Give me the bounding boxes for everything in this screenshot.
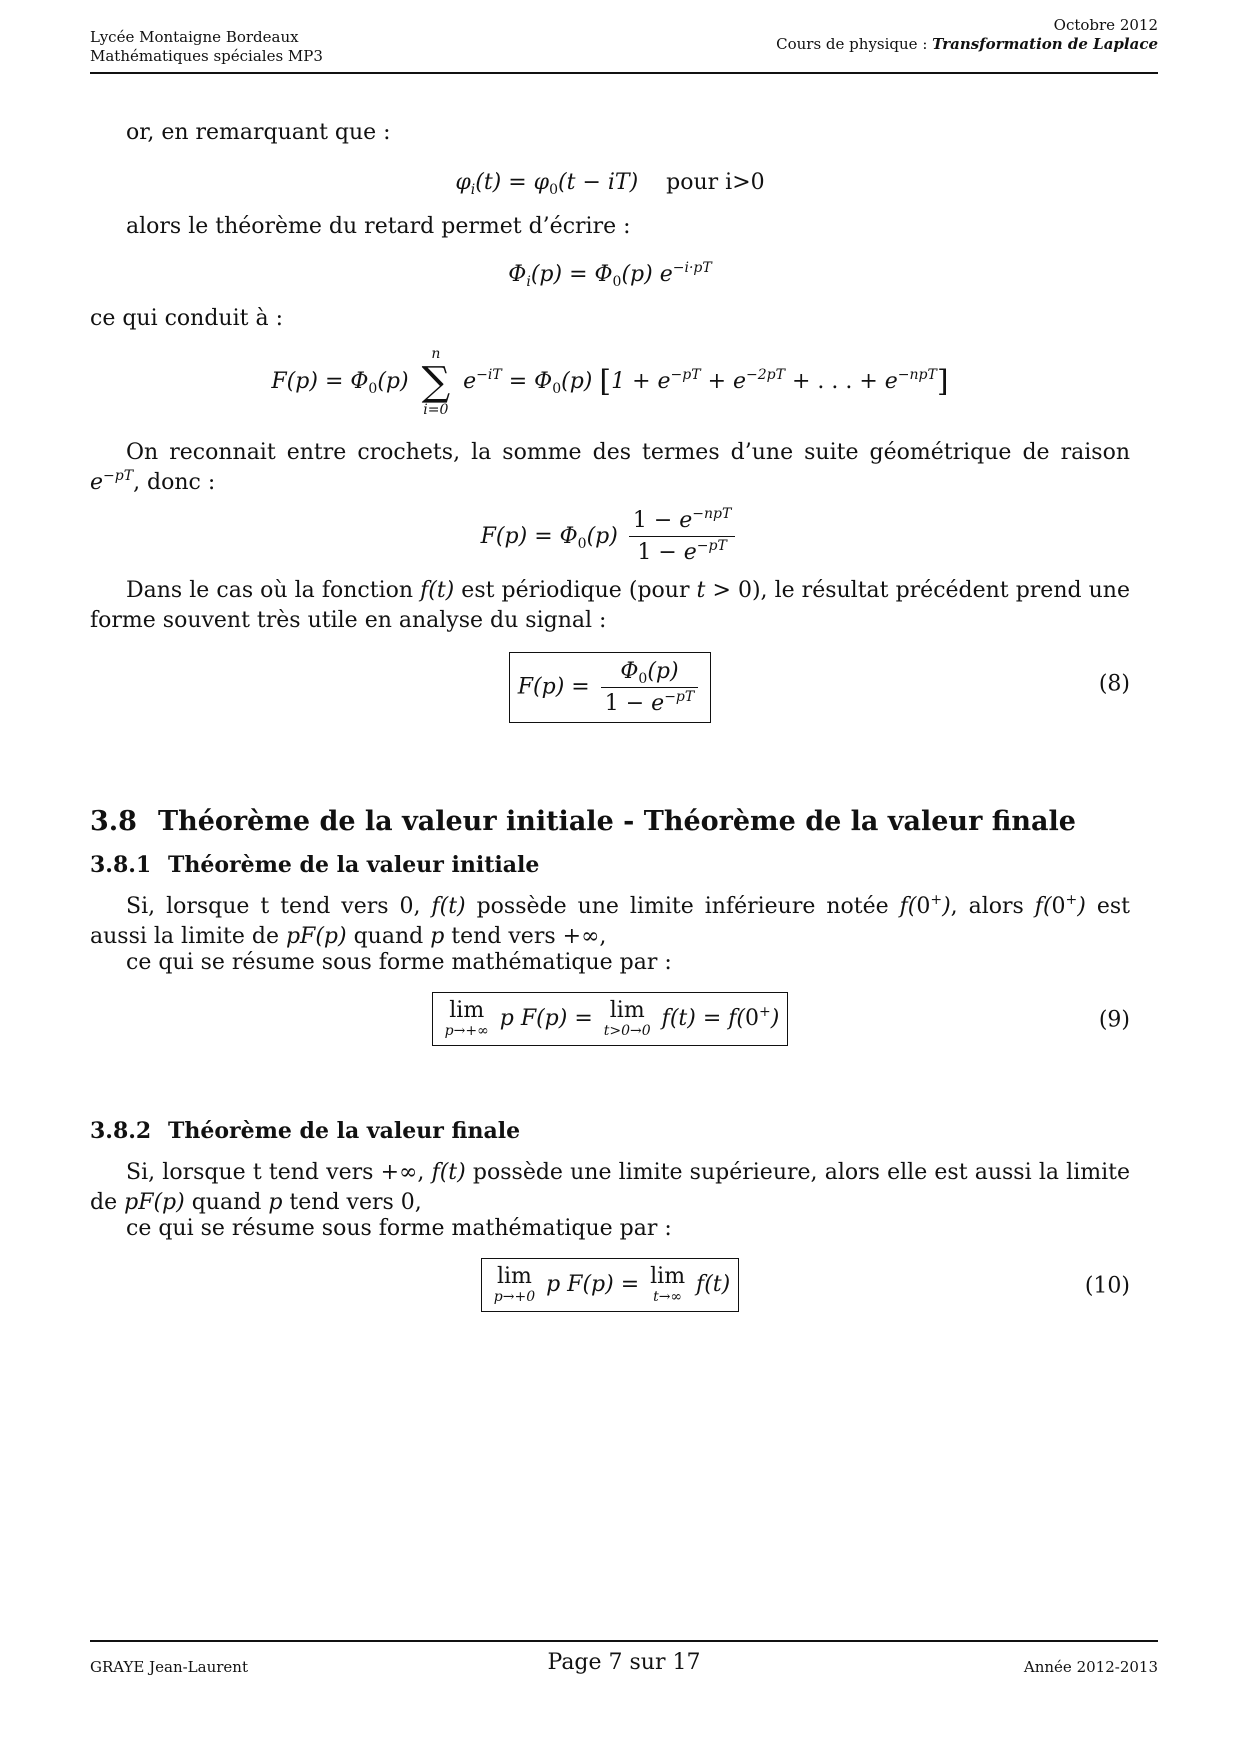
equation-phi-shift: $\varphi_i(t) = \varphi_0(t - iT)$ pour i>0 <box>455 170 765 198</box>
section-3-8-1-title: Théorème de la valeur initiale <box>168 852 540 878</box>
header-course-title: Transformation de Laplace <box>932 35 1158 53</box>
section-3-8-1-heading <box>90 852 539 878</box>
equation-9 <box>90 992 1130 1048</box>
footer-year: Année 2012-2013 <box>1023 1658 1158 1676</box>
equation-geometric-sum: $F(p) = \Phi_0(p)$ $\frac{1 - e^{-npT}}{1 - e^{-pT}}$ <box>90 508 1130 565</box>
paragraph-periodic-b: est périodique (pour <box>454 578 697 603</box>
section-3-8-2-title: Théorème de la valeur finale <box>168 1118 521 1144</box>
equation-8 <box>90 652 1130 716</box>
header-class: Mathématiques spéciales MP3 <box>90 47 323 65</box>
header-left <box>90 28 323 66</box>
paragraph-geometric-text-end: , donc : <box>133 470 216 495</box>
equation-8-box: F(p) = $\frac{\Phi_0(p)}{1 - e^{-pT}}$ <box>509 652 711 723</box>
initial-value-b: possède une limite inférieure notée <box>465 894 900 919</box>
header-course <box>776 35 1158 54</box>
final-value-b: possède une limite supérieure, alors elle est aussi la limite de <box>90 1160 1130 1215</box>
section-3-8-title: Théorème de la valeur initiale - Théorème de la valeur finale <box>158 806 1076 837</box>
fraction-geometric: $\frac{1 - e^{-npT}}{1 - e^{-pT}}$ <box>629 508 736 565</box>
section-3-8-2-heading <box>90 1118 520 1144</box>
header-school: Lycée Montaigne Bordeaux <box>90 28 299 46</box>
limit-t-zero: lim t>0→0 <box>603 998 651 1039</box>
paragraph-periodic: Dans le cas où la fonction f(t) est périodique (pour t > 0), le résultat précédent prend une forme souvent très utile en analyse du signal : <box>90 578 1130 633</box>
paragraph-initial-summary: ce qui se résume sous forme mathématique par : <box>126 950 672 975</box>
initial-value-c: , alors <box>950 894 1035 919</box>
paragraph-periodic-c: ), le résultat précédent prend une forme souvent très utile en analyse du signal : <box>90 578 1130 633</box>
initial-value-a: Si, lorsque t tend vers 0, <box>126 894 432 919</box>
final-value-c: quand <box>184 1190 269 1215</box>
equation-10 <box>90 1258 1130 1314</box>
sum-symbol: n ∑ i=0 <box>421 346 451 418</box>
equation-9-box: lim p→+∞ p F(p) = lim t>0→0 f(t) = f(0+) <box>432 992 789 1046</box>
section-3-8-2-number: 3.8.2 <box>90 1118 152 1144</box>
equation-10-box: lim p→+0 p F(p) = lim t→∞ f(t) <box>481 1258 739 1312</box>
paragraph-final-summary: ce qui se résume sous forme mathématique par : <box>126 1216 672 1241</box>
header-course-prefix: Cours de physique : <box>776 35 933 53</box>
initial-value-e: quand <box>346 924 431 949</box>
equation-8-number: (8) <box>1098 671 1130 697</box>
paragraph-delay-theorem: alors le théorème du retard permet d’écrire : <box>126 214 631 239</box>
equation-condition: pour i>0 <box>666 170 765 195</box>
paragraph-geometric: On reconnait entre crochets, la somme des termes d’une suite géométrique de raison $e^{-pT}$, donc : <box>90 440 1130 495</box>
footer-author: GRAYE Jean-Laurent <box>90 1658 248 1676</box>
limit-t-infinity: lim t→∞ <box>650 1264 686 1305</box>
page-footer <box>90 1640 1158 1692</box>
header-date: Octobre 2012 <box>1053 16 1158 34</box>
paragraph-leads-to: ce qui conduit à : <box>90 306 283 331</box>
final-value-d: tend vers 0, <box>282 1190 422 1215</box>
limit-p-infinity: lim p→+∞ <box>444 998 489 1039</box>
header-right <box>776 16 1158 54</box>
initial-value-d: est aussi la limite de <box>90 894 1130 949</box>
equation-10-number: (10) <box>1084 1273 1130 1299</box>
paragraph-geometric-text: On reconnait entre crochets, la somme des termes d’une suite géométrique de raison <box>126 440 1130 465</box>
paragraph-periodic-a: Dans le cas où la fonction <box>126 578 421 603</box>
footer-page-number: Page 7 sur 17 <box>547 1650 701 1675</box>
initial-value-f: tend vers <box>444 924 563 949</box>
fraction-eq8: $\frac{\Phi_0(p)}{1 - e^{-pT}}$ <box>601 659 698 716</box>
equation-Phi-i: $\Phi_i(p) = \Phi_0(p)$ $e^{-i\cdot pT}$ <box>508 260 712 290</box>
limit-p-zero: lim p→+0 <box>493 1264 536 1305</box>
equation-sum-series: $F(p) = \Phi_0(p)$ n ∑ i=0 $e^{-iT} = \Phi_0(p) [1 + e^{-pT} + e^{-2pT}$ + . . . + $e^{-npT}$] <box>271 346 949 418</box>
section-3-8-1-number: 3.8.1 <box>90 852 152 878</box>
section-3-8-heading <box>90 806 1076 837</box>
equation-9-number: (9) <box>1098 1007 1130 1033</box>
page-header <box>90 14 1158 74</box>
paragraph-remark: or, en remarquant que : <box>126 120 391 145</box>
final-value-a: Si, lorsque t tend vers <box>126 1160 381 1185</box>
section-3-8-number: 3.8 <box>90 806 137 837</box>
paragraph-initial-value: Si, lorsque t tend vers 0, f(t) possède une limite inférieure notée f(0+), alors f(0+) est aussi la limite de pF(p) quand p tend vers +∞, <box>90 892 1130 949</box>
paragraph-final-value: Si, lorsque t tend vers +∞, f(t) possède une limite supérieure, alors elle est aussi la limite de pF(p) quand p tend vers 0, <box>90 1160 1130 1215</box>
